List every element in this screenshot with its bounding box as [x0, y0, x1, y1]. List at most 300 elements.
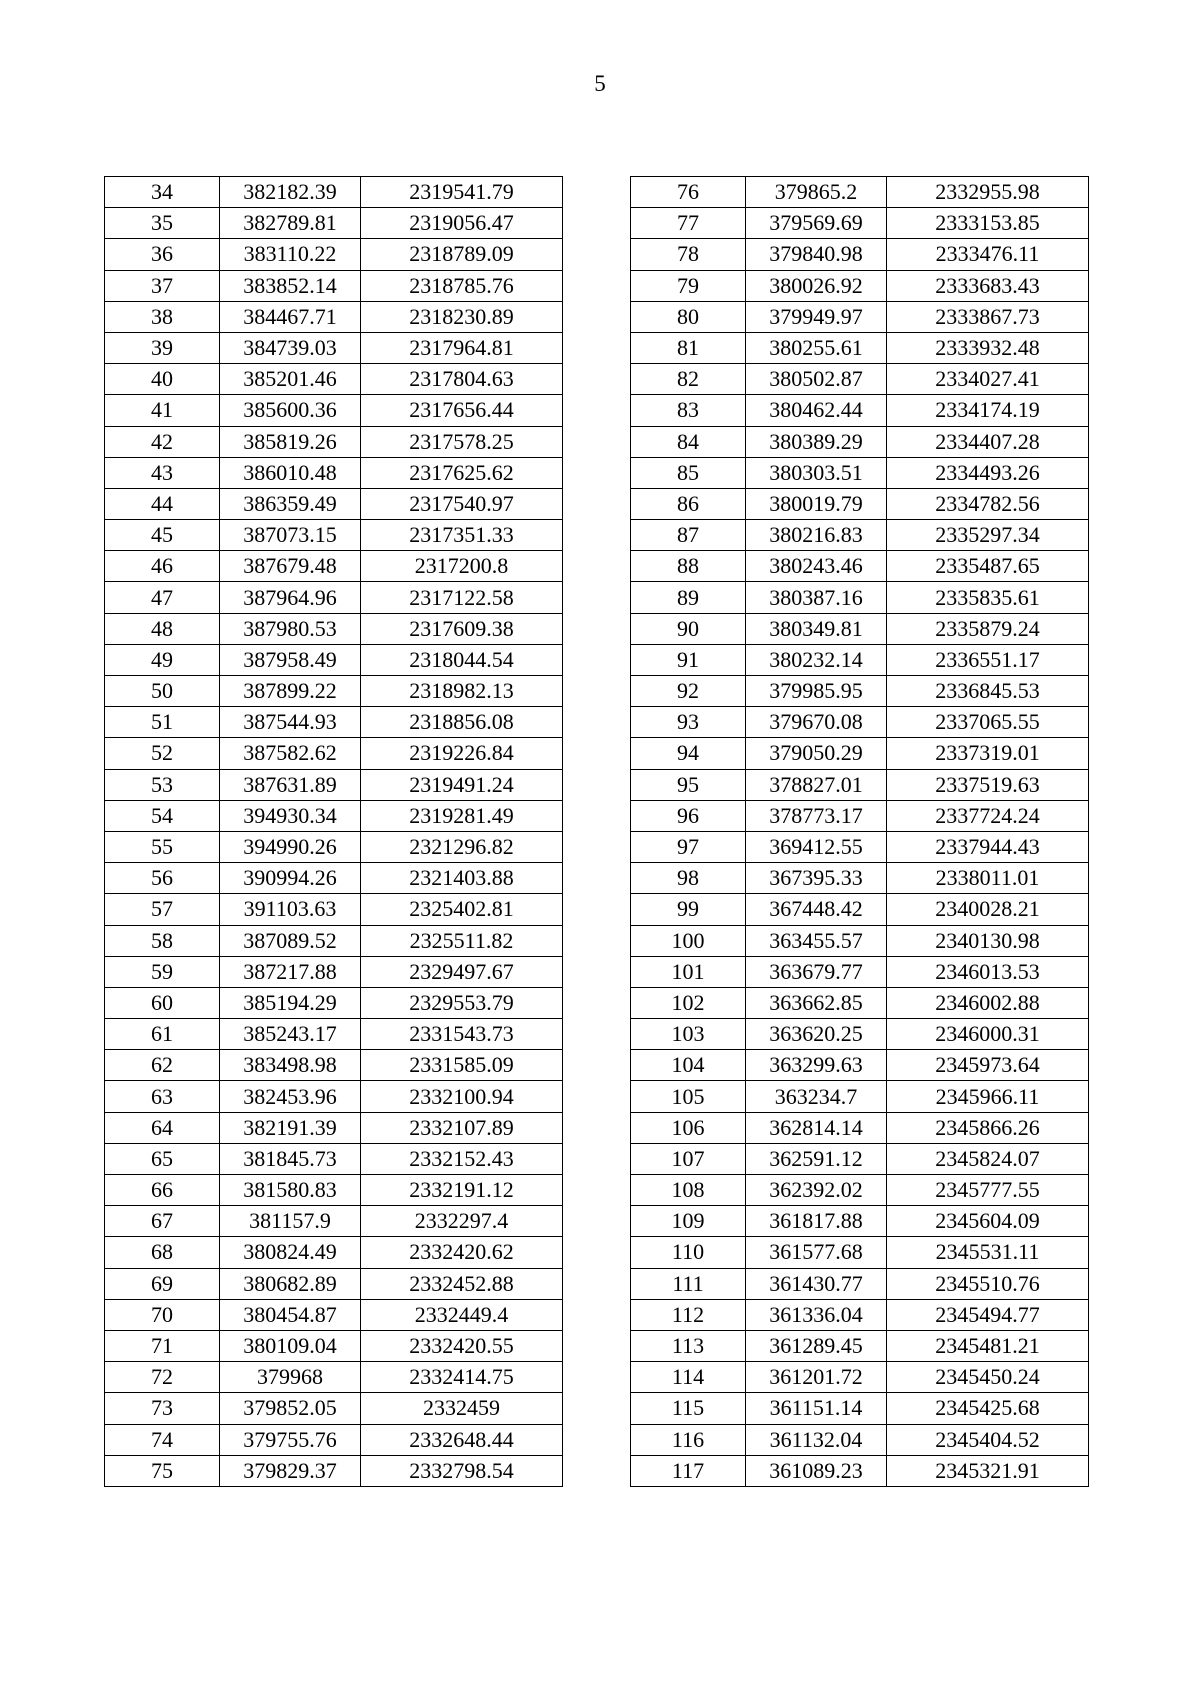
y-coordinate-cell: 2336551.17 [887, 644, 1089, 675]
y-coordinate-cell: 2317609.38 [361, 613, 563, 644]
y-coordinate-cell: 2345824.07 [887, 1143, 1089, 1174]
point-number-cell: 69 [105, 1268, 220, 1299]
table-row [631, 613, 1089, 644]
x-coordinate-cell: 361289.45 [746, 1330, 887, 1361]
table-row [631, 239, 1089, 270]
y-coordinate-cell: 2332420.62 [361, 1237, 563, 1268]
x-coordinate-cell: 361430.77 [746, 1268, 887, 1299]
point-number-cell: 113 [631, 1330, 746, 1361]
table-row [105, 1175, 563, 1206]
x-coordinate-cell: 387679.48 [220, 551, 361, 582]
table-row [631, 364, 1089, 395]
table-row [631, 332, 1089, 363]
y-coordinate-cell: 2332100.94 [361, 1081, 563, 1112]
table-row [105, 1019, 563, 1050]
y-coordinate-cell: 2332955.98 [887, 177, 1089, 208]
y-coordinate-cell: 2331543.73 [361, 1019, 563, 1050]
point-number-cell: 104 [631, 1050, 746, 1081]
x-coordinate-cell: 380019.79 [746, 488, 887, 519]
point-number-cell: 38 [105, 301, 220, 332]
x-coordinate-cell: 362591.12 [746, 1143, 887, 1174]
x-coordinate-cell: 363620.25 [746, 1019, 887, 1050]
table-row [631, 894, 1089, 925]
table-row [631, 1206, 1089, 1237]
x-coordinate-cell: 379949.97 [746, 301, 887, 332]
x-coordinate-cell: 382453.96 [220, 1081, 361, 1112]
table-row [105, 1299, 563, 1330]
x-coordinate-cell: 363679.77 [746, 956, 887, 987]
x-coordinate-cell: 387089.52 [220, 925, 361, 956]
point-number-cell: 55 [105, 831, 220, 862]
x-coordinate-cell: 361817.88 [746, 1206, 887, 1237]
x-coordinate-cell: 379852.05 [220, 1393, 361, 1424]
y-coordinate-cell: 2340130.98 [887, 925, 1089, 956]
y-coordinate-cell: 2345510.76 [887, 1268, 1089, 1299]
point-number-cell: 46 [105, 551, 220, 582]
x-coordinate-cell: 378773.17 [746, 800, 887, 831]
y-coordinate-cell: 2329497.67 [361, 956, 563, 987]
point-number-cell: 96 [631, 800, 746, 831]
x-coordinate-cell: 379865.2 [746, 177, 887, 208]
y-coordinate-cell: 2332152.43 [361, 1143, 563, 1174]
table-row [105, 1081, 563, 1112]
x-coordinate-cell: 379985.95 [746, 676, 887, 707]
x-coordinate-cell: 385243.17 [220, 1019, 361, 1050]
x-coordinate-cell: 382789.81 [220, 208, 361, 239]
table-row [105, 1237, 563, 1268]
y-coordinate-cell: 2317578.25 [361, 426, 563, 457]
point-number-cell: 43 [105, 457, 220, 488]
y-coordinate-cell: 2317200.8 [361, 551, 563, 582]
y-coordinate-cell: 2345973.64 [887, 1050, 1089, 1081]
table-row [631, 301, 1089, 332]
point-number-cell: 112 [631, 1299, 746, 1330]
table-row [105, 301, 563, 332]
point-number-cell: 115 [631, 1393, 746, 1424]
point-number-cell: 52 [105, 738, 220, 769]
x-coordinate-cell: 387958.49 [220, 644, 361, 675]
table-row [631, 831, 1089, 862]
y-coordinate-cell: 2325511.82 [361, 925, 563, 956]
y-coordinate-cell: 2332648.44 [361, 1424, 563, 1455]
table-row [105, 863, 563, 894]
point-number-cell: 72 [105, 1362, 220, 1393]
y-coordinate-cell: 2317122.58 [361, 582, 563, 613]
x-coordinate-cell: 361336.04 [746, 1299, 887, 1330]
point-number-cell: 85 [631, 457, 746, 488]
point-number-cell: 63 [105, 1081, 220, 1112]
y-coordinate-cell: 2318982.13 [361, 676, 563, 707]
y-coordinate-cell: 2317656.44 [361, 395, 563, 426]
y-coordinate-cell: 2317964.81 [361, 332, 563, 363]
table-row [105, 925, 563, 956]
y-coordinate-cell: 2319491.24 [361, 769, 563, 800]
point-number-cell: 66 [105, 1175, 220, 1206]
x-coordinate-cell: 387582.62 [220, 738, 361, 769]
table-row [105, 208, 563, 239]
y-coordinate-cell: 2332459 [361, 1393, 563, 1424]
point-number-cell: 116 [631, 1424, 746, 1455]
x-coordinate-cell: 380454.87 [220, 1299, 361, 1330]
y-coordinate-cell: 2346000.31 [887, 1019, 1089, 1050]
x-coordinate-cell: 379968 [220, 1362, 361, 1393]
x-coordinate-cell: 394930.34 [220, 800, 361, 831]
table-row [631, 863, 1089, 894]
point-number-cell: 34 [105, 177, 220, 208]
table-row [105, 894, 563, 925]
point-number-cell: 111 [631, 1268, 746, 1299]
x-coordinate-cell: 385194.29 [220, 987, 361, 1018]
y-coordinate-cell: 2317625.62 [361, 457, 563, 488]
table-row [105, 239, 563, 270]
table-row [631, 1362, 1089, 1393]
y-coordinate-cell: 2333683.43 [887, 270, 1089, 301]
table-row [631, 1455, 1089, 1486]
y-coordinate-cell: 2337319.01 [887, 738, 1089, 769]
x-coordinate-cell: 380026.92 [746, 270, 887, 301]
y-coordinate-cell: 2345604.09 [887, 1206, 1089, 1237]
point-number-cell: 71 [105, 1330, 220, 1361]
table-row [631, 707, 1089, 738]
x-coordinate-cell: 378827.01 [746, 769, 887, 800]
x-coordinate-cell: 383110.22 [220, 239, 361, 270]
x-coordinate-cell: 387631.89 [220, 769, 361, 800]
x-coordinate-cell: 387899.22 [220, 676, 361, 707]
point-number-cell: 57 [105, 894, 220, 925]
point-number-cell: 91 [631, 644, 746, 675]
point-number-cell: 47 [105, 582, 220, 613]
point-number-cell: 100 [631, 925, 746, 956]
y-coordinate-cell: 2334407.28 [887, 426, 1089, 457]
table-row [631, 1019, 1089, 1050]
table-row [105, 395, 563, 426]
table-row [105, 1143, 563, 1174]
table-row [105, 800, 563, 831]
point-number-cell: 114 [631, 1362, 746, 1393]
point-number-cell: 68 [105, 1237, 220, 1268]
x-coordinate-cell: 380216.83 [746, 520, 887, 551]
point-number-cell: 53 [105, 769, 220, 800]
y-coordinate-cell: 2337724.24 [887, 800, 1089, 831]
x-coordinate-cell: 387217.88 [220, 956, 361, 987]
x-coordinate-cell: 379569.69 [746, 208, 887, 239]
y-coordinate-cell: 2335487.65 [887, 551, 1089, 582]
y-coordinate-cell: 2334174.19 [887, 395, 1089, 426]
y-coordinate-cell: 2335879.24 [887, 613, 1089, 644]
point-number-cell: 58 [105, 925, 220, 956]
y-coordinate-cell: 2345494.77 [887, 1299, 1089, 1330]
table-row [631, 800, 1089, 831]
point-number-cell: 94 [631, 738, 746, 769]
point-number-cell: 36 [105, 239, 220, 270]
table-row [631, 676, 1089, 707]
table-row [105, 738, 563, 769]
x-coordinate-cell: 380387.16 [746, 582, 887, 613]
table-row [105, 1393, 563, 1424]
y-coordinate-cell: 2345966.11 [887, 1081, 1089, 1112]
y-coordinate-cell: 2334782.56 [887, 488, 1089, 519]
y-coordinate-cell: 2319281.49 [361, 800, 563, 831]
y-coordinate-cell: 2346002.88 [887, 987, 1089, 1018]
table-row [105, 1206, 563, 1237]
x-coordinate-cell: 386359.49 [220, 488, 361, 519]
x-coordinate-cell: 383852.14 [220, 270, 361, 301]
table-row [631, 1143, 1089, 1174]
y-coordinate-cell: 2338011.01 [887, 863, 1089, 894]
y-coordinate-cell: 2345777.55 [887, 1175, 1089, 1206]
point-number-cell: 105 [631, 1081, 746, 1112]
point-number-cell: 56 [105, 863, 220, 894]
y-coordinate-cell: 2332798.54 [361, 1455, 563, 1486]
point-number-cell: 107 [631, 1143, 746, 1174]
table-row [631, 488, 1089, 519]
point-number-cell: 84 [631, 426, 746, 457]
point-number-cell: 95 [631, 769, 746, 800]
y-coordinate-cell: 2325402.81 [361, 894, 563, 925]
point-number-cell: 64 [105, 1112, 220, 1143]
table-row [105, 270, 563, 301]
point-number-cell: 98 [631, 863, 746, 894]
x-coordinate-cell: 361089.23 [746, 1455, 887, 1486]
x-coordinate-cell: 382191.39 [220, 1112, 361, 1143]
x-coordinate-cell: 384739.03 [220, 332, 361, 363]
table-row [105, 644, 563, 675]
x-coordinate-cell: 361132.04 [746, 1424, 887, 1455]
y-coordinate-cell: 2336845.53 [887, 676, 1089, 707]
x-coordinate-cell: 363299.63 [746, 1050, 887, 1081]
point-number-cell: 87 [631, 520, 746, 551]
table-row [631, 1299, 1089, 1330]
point-number-cell: 62 [105, 1050, 220, 1081]
table-row [105, 1330, 563, 1361]
point-number-cell: 44 [105, 488, 220, 519]
x-coordinate-cell: 380389.29 [746, 426, 887, 457]
y-coordinate-cell: 2331585.09 [361, 1050, 563, 1081]
point-number-cell: 89 [631, 582, 746, 613]
table-row [631, 644, 1089, 675]
point-number-cell: 77 [631, 208, 746, 239]
point-number-cell: 88 [631, 551, 746, 582]
table-row [105, 1268, 563, 1299]
point-number-cell: 92 [631, 676, 746, 707]
y-coordinate-cell: 2345404.52 [887, 1424, 1089, 1455]
table-row [631, 395, 1089, 426]
x-coordinate-cell: 387073.15 [220, 520, 361, 551]
table-row [105, 613, 563, 644]
y-coordinate-cell: 2345425.68 [887, 1393, 1089, 1424]
table-row [105, 1362, 563, 1393]
y-coordinate-cell: 2318856.08 [361, 707, 563, 738]
point-number-cell: 109 [631, 1206, 746, 1237]
point-number-cell: 110 [631, 1237, 746, 1268]
x-coordinate-cell: 381845.73 [220, 1143, 361, 1174]
y-coordinate-cell: 2345866.26 [887, 1112, 1089, 1143]
y-coordinate-cell: 2337519.63 [887, 769, 1089, 800]
y-coordinate-cell: 2318230.89 [361, 301, 563, 332]
y-coordinate-cell: 2319056.47 [361, 208, 563, 239]
x-coordinate-cell: 380462.44 [746, 395, 887, 426]
point-number-cell: 81 [631, 332, 746, 363]
table-row [105, 426, 563, 457]
x-coordinate-cell: 387980.53 [220, 613, 361, 644]
point-number-cell: 65 [105, 1143, 220, 1174]
x-coordinate-cell: 385819.26 [220, 426, 361, 457]
table-row [631, 1112, 1089, 1143]
x-coordinate-cell: 385201.46 [220, 364, 361, 395]
y-coordinate-cell: 2345321.91 [887, 1455, 1089, 1486]
y-coordinate-cell: 2318789.09 [361, 239, 563, 270]
point-number-cell: 103 [631, 1019, 746, 1050]
point-number-cell: 59 [105, 956, 220, 987]
x-coordinate-cell: 379829.37 [220, 1455, 361, 1486]
x-coordinate-cell: 362392.02 [746, 1175, 887, 1206]
x-coordinate-cell: 380682.89 [220, 1268, 361, 1299]
x-coordinate-cell: 380349.81 [746, 613, 887, 644]
y-coordinate-cell: 2333153.85 [887, 208, 1089, 239]
table-row [631, 1393, 1089, 1424]
point-number-cell: 48 [105, 613, 220, 644]
point-number-cell: 74 [105, 1424, 220, 1455]
x-coordinate-cell: 381580.83 [220, 1175, 361, 1206]
point-number-cell: 97 [631, 831, 746, 862]
x-coordinate-cell: 383498.98 [220, 1050, 361, 1081]
point-number-cell: 117 [631, 1455, 746, 1486]
x-coordinate-cell: 390994.26 [220, 863, 361, 894]
table-row [631, 738, 1089, 769]
point-number-cell: 40 [105, 364, 220, 395]
x-coordinate-cell: 363234.7 [746, 1081, 887, 1112]
table-row [105, 769, 563, 800]
y-coordinate-cell: 2329553.79 [361, 987, 563, 1018]
table-row [631, 551, 1089, 582]
table-row [631, 1237, 1089, 1268]
table-row [631, 582, 1089, 613]
x-coordinate-cell: 394990.26 [220, 831, 361, 862]
table-row [631, 925, 1089, 956]
x-coordinate-cell: 380255.61 [746, 332, 887, 363]
x-coordinate-cell: 380502.87 [746, 364, 887, 395]
table-row [631, 457, 1089, 488]
table-row [631, 1050, 1089, 1081]
y-coordinate-cell: 2332452.88 [361, 1268, 563, 1299]
table-row [105, 520, 563, 551]
table-row [105, 332, 563, 363]
x-coordinate-cell: 387964.96 [220, 582, 361, 613]
table-row [105, 364, 563, 395]
x-coordinate-cell: 361151.14 [746, 1393, 887, 1424]
y-coordinate-cell: 2334027.41 [887, 364, 1089, 395]
point-number-cell: 99 [631, 894, 746, 925]
table-row [105, 1112, 563, 1143]
point-number-cell: 108 [631, 1175, 746, 1206]
x-coordinate-cell: 379840.98 [746, 239, 887, 270]
x-coordinate-cell: 361201.72 [746, 1362, 887, 1393]
point-number-cell: 67 [105, 1206, 220, 1237]
y-coordinate-cell: 2345450.24 [887, 1362, 1089, 1393]
table-row [631, 956, 1089, 987]
table-row [631, 426, 1089, 457]
point-number-cell: 90 [631, 613, 746, 644]
table-row [631, 1175, 1089, 1206]
y-coordinate-cell: 2345531.11 [887, 1237, 1089, 1268]
page-number: 5 [594, 71, 606, 96]
table-row [631, 1330, 1089, 1361]
table-row [631, 177, 1089, 208]
table-row [631, 1424, 1089, 1455]
coordinate-table-right [630, 176, 1089, 1487]
point-number-cell: 102 [631, 987, 746, 1018]
table-row [631, 769, 1089, 800]
y-coordinate-cell: 2317804.63 [361, 364, 563, 395]
table-row [105, 956, 563, 987]
x-coordinate-cell: 380232.14 [746, 644, 887, 675]
point-number-cell: 101 [631, 956, 746, 987]
y-coordinate-cell: 2319541.79 [361, 177, 563, 208]
x-coordinate-cell: 379050.29 [746, 738, 887, 769]
x-coordinate-cell: 362814.14 [746, 1112, 887, 1143]
point-number-cell: 86 [631, 488, 746, 519]
y-coordinate-cell: 2319226.84 [361, 738, 563, 769]
table-row [105, 177, 563, 208]
table-row [631, 1081, 1089, 1112]
table-row [631, 1268, 1089, 1299]
y-coordinate-cell: 2346013.53 [887, 956, 1089, 987]
x-coordinate-cell: 380243.46 [746, 551, 887, 582]
y-coordinate-cell: 2334493.26 [887, 457, 1089, 488]
x-coordinate-cell: 369412.55 [746, 831, 887, 862]
y-coordinate-cell: 2318044.54 [361, 644, 563, 675]
table-row [105, 551, 563, 582]
point-number-cell: 41 [105, 395, 220, 426]
point-number-cell: 93 [631, 707, 746, 738]
table-row [105, 582, 563, 613]
y-coordinate-cell: 2332191.12 [361, 1175, 563, 1206]
point-number-cell: 80 [631, 301, 746, 332]
table-row [105, 488, 563, 519]
y-coordinate-cell: 2317351.33 [361, 520, 563, 551]
table-row [105, 831, 563, 862]
x-coordinate-cell: 387544.93 [220, 707, 361, 738]
y-coordinate-cell: 2333932.48 [887, 332, 1089, 363]
y-coordinate-cell: 2318785.76 [361, 270, 563, 301]
table-row [631, 208, 1089, 239]
point-number-cell: 37 [105, 270, 220, 301]
y-coordinate-cell: 2332107.89 [361, 1112, 563, 1143]
point-number-cell: 75 [105, 1455, 220, 1486]
table-row [105, 1455, 563, 1486]
table-row [105, 1050, 563, 1081]
table-row [105, 1424, 563, 1455]
y-coordinate-cell: 2335835.61 [887, 582, 1089, 613]
x-coordinate-cell: 380109.04 [220, 1330, 361, 1361]
x-coordinate-cell: 380303.51 [746, 457, 887, 488]
table-row [105, 457, 563, 488]
x-coordinate-cell: 363662.85 [746, 987, 887, 1018]
x-coordinate-cell: 379670.08 [746, 707, 887, 738]
table-row [105, 676, 563, 707]
point-number-cell: 106 [631, 1112, 746, 1143]
table-row [105, 987, 563, 1018]
y-coordinate-cell: 2335297.34 [887, 520, 1089, 551]
point-number-cell: 73 [105, 1393, 220, 1424]
x-coordinate-cell: 367448.42 [746, 894, 887, 925]
y-coordinate-cell: 2340028.21 [887, 894, 1089, 925]
point-number-cell: 76 [631, 177, 746, 208]
table-row [631, 520, 1089, 551]
y-coordinate-cell: 2321403.88 [361, 863, 563, 894]
y-coordinate-cell: 2332414.75 [361, 1362, 563, 1393]
point-number-cell: 54 [105, 800, 220, 831]
